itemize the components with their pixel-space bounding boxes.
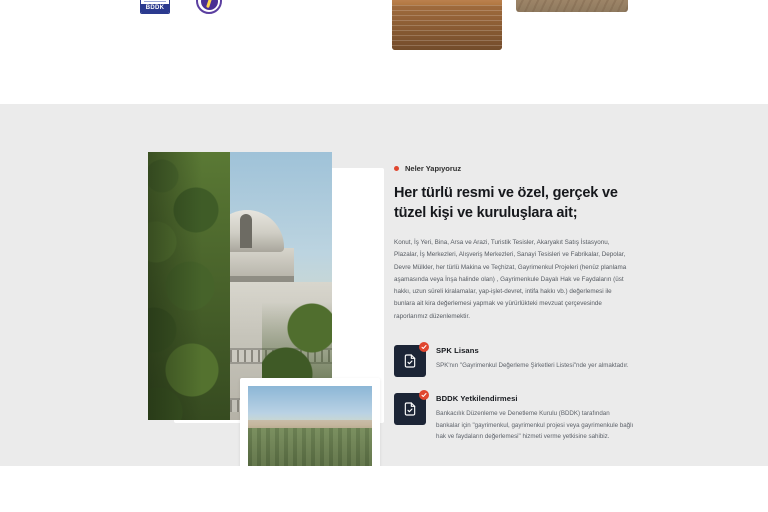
- section-media: [148, 152, 384, 472]
- sunset-sea-photo: [392, 0, 502, 50]
- document-check-icon: [394, 345, 426, 377]
- spk-badge-emblem: [201, 0, 218, 10]
- eyebrow-dot-icon: [394, 166, 399, 171]
- page-bottom-strip: [0, 466, 768, 512]
- city-landscape-image: [248, 386, 372, 466]
- feature-bddk-yetkilendirmesi: [394, 393, 634, 443]
- bddk-badge-label: BDDK: [141, 4, 169, 13]
- city-landscape-photo: [240, 378, 380, 474]
- document-check-icon: [394, 393, 426, 425]
- check-badge-icon: [419, 390, 429, 400]
- section-body-text: Konut, İş Yeri, Bina, Arsa ve Arazi, Turistik Tesisler, Akaryakıt Satış İstasyonu, Plazalar, İş Merkezleri, Alışveriş Merkezleri, Sanayi Tesisleri ve Fabrikalar, Depolar, Devre Mülkler, her türlü Makina ve Teçhizat, Gayrimenkul Projeleri (henüz planlama aşamasında veya İnşa halinde olan) , Gayrimenkule Dayalı Hak ve Faydaların (üst hakkı, uzun süreli kiralamalar, yap-işlet-devret, intifa hakkı vb.) değerlemesi ile bunlara ait kira değerlemesi yapmak ve yürürlükteki mevzuat çerçevesinde raporlarımız düzenlemektir.: [394, 239, 627, 320]
- feature-description: Bankacılık Düzenleme ve Denetleme Kurulu (BDDK) tarafından bankalar için "gayrimenkul, gayrimenkul projesi veya gayrimenkule bağlı hak ve faydaların değerlemesi" hizmeti verme yetkisine sahibiz.: [436, 409, 634, 441]
- eyebrow-label: Neler Yapıyoruz: [405, 164, 462, 173]
- feature-text: [436, 393, 634, 443]
- certification-badges: [140, 0, 222, 14]
- feature-description: SPK'nın "Gayrimenkul Değerleme Şirketleri Listesi"nde yer almaktadır.: [436, 361, 629, 369]
- feature-title: BDDK Yetkilendirmesi: [436, 393, 518, 403]
- section-headline: Her türlü resmi ve özel, gerçek ve tüzel kişi ve kuruluşlara ait;: [394, 185, 618, 221]
- check-badge-icon: [419, 342, 429, 352]
- bddk-badge-lines: [144, 0, 166, 2]
- feature-spk-lisans: [394, 345, 634, 377]
- section-eyebrow: [394, 164, 634, 173]
- bddk-badge: [140, 0, 170, 14]
- photo-shadow: [148, 152, 202, 420]
- spk-badge: [196, 0, 222, 14]
- feature-title: SPK Lisans: [436, 345, 479, 355]
- section-content: [394, 164, 634, 459]
- services-section: [0, 104, 768, 512]
- top-partial-section: [0, 0, 768, 104]
- feature-text: [436, 345, 634, 372]
- aerial-land-photo: [516, 0, 628, 12]
